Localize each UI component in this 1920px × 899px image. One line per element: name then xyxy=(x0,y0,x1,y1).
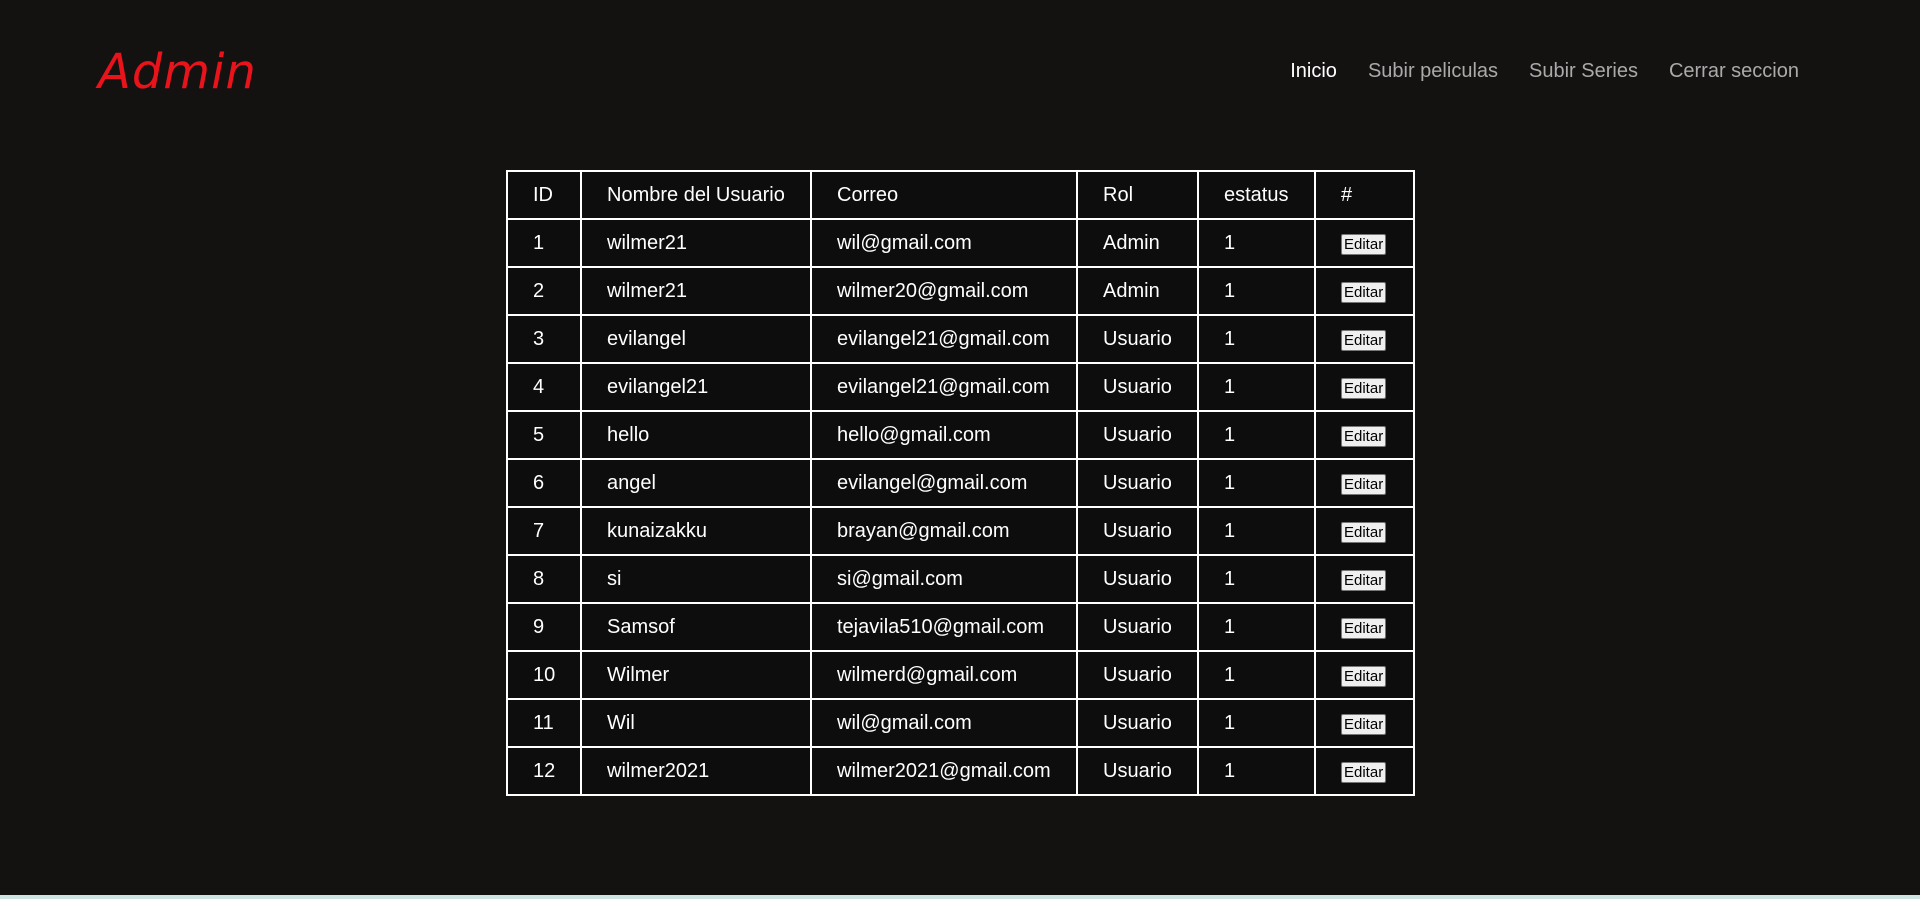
cell-email: brayan@gmail.com xyxy=(811,507,1077,555)
table-row xyxy=(507,651,1414,699)
cell-status: 1 xyxy=(1198,651,1315,699)
cell-username: wilmer2021 xyxy=(581,747,811,795)
table-row xyxy=(507,267,1414,315)
cell-username: wilmer21 xyxy=(581,267,811,315)
table-row xyxy=(507,555,1414,603)
nav-link-inicio[interactable]: Inicio xyxy=(1290,60,1337,82)
cell-actions xyxy=(1315,267,1414,315)
cell-role: Usuario xyxy=(1077,315,1198,363)
cell-actions xyxy=(1315,411,1414,459)
cell-status: 1 xyxy=(1198,219,1315,267)
cell-email: wilmer20@gmail.com xyxy=(811,267,1077,315)
edit-button[interactable]: Editar xyxy=(1341,474,1386,495)
table-row xyxy=(507,315,1414,363)
cell-email: hello@gmail.com xyxy=(811,411,1077,459)
cell-id: 12 xyxy=(507,747,581,795)
cell-status: 1 xyxy=(1198,363,1315,411)
brand-logo: Admin xyxy=(98,44,257,100)
cell-username: kunaizakku xyxy=(581,507,811,555)
cell-role: Usuario xyxy=(1077,603,1198,651)
table-row xyxy=(507,603,1414,651)
edit-button[interactable]: Editar xyxy=(1341,714,1386,735)
cell-email: wil@gmail.com xyxy=(811,219,1077,267)
table-header-row xyxy=(507,171,1414,219)
cell-role: Usuario xyxy=(1077,651,1198,699)
column-header-status: estatus xyxy=(1198,171,1315,219)
cell-id: 10 xyxy=(507,651,581,699)
table-row xyxy=(507,459,1414,507)
edit-button[interactable]: Editar xyxy=(1341,426,1386,447)
cell-status: 1 xyxy=(1198,603,1315,651)
cell-actions xyxy=(1315,363,1414,411)
edit-button[interactable]: Editar xyxy=(1341,522,1386,543)
cell-status: 1 xyxy=(1198,459,1315,507)
edit-button[interactable]: Editar xyxy=(1341,378,1386,399)
cell-actions xyxy=(1315,555,1414,603)
cell-role: Admin xyxy=(1077,267,1198,315)
nav-link-cerrar-seccion[interactable]: Cerrar seccion xyxy=(1668,60,1799,82)
cell-id: 9 xyxy=(507,603,581,651)
cell-id: 8 xyxy=(507,555,581,603)
table-row xyxy=(507,747,1414,795)
cell-id: 7 xyxy=(507,507,581,555)
edit-button[interactable]: Editar xyxy=(1341,234,1386,255)
cell-email: wilmer2021@gmail.com xyxy=(811,747,1077,795)
cell-username: hello xyxy=(581,411,811,459)
cell-id: 1 xyxy=(507,219,581,267)
cell-email: si@gmail.com xyxy=(811,555,1077,603)
column-header-name: Nombre del Usuario xyxy=(581,171,811,219)
cell-username: evilangel21 xyxy=(581,363,811,411)
cell-role: Usuario xyxy=(1077,363,1198,411)
cell-email: wil@gmail.com xyxy=(811,699,1077,747)
cell-id: 11 xyxy=(507,699,581,747)
edit-button[interactable]: Editar xyxy=(1341,570,1386,591)
cell-role: Admin xyxy=(1077,219,1198,267)
cell-id: 5 xyxy=(507,411,581,459)
cell-actions xyxy=(1315,507,1414,555)
cell-email: tejavila510@gmail.com xyxy=(811,603,1077,651)
edit-button[interactable]: Editar xyxy=(1341,666,1386,687)
column-header-email: Correo xyxy=(811,171,1077,219)
cell-username: Wilmer xyxy=(581,651,811,699)
cell-status: 1 xyxy=(1198,555,1315,603)
cell-status: 1 xyxy=(1198,699,1315,747)
cell-actions xyxy=(1315,459,1414,507)
cell-id: 6 xyxy=(507,459,581,507)
cell-username: evilangel xyxy=(581,315,811,363)
table-row xyxy=(507,507,1414,555)
cell-role: Usuario xyxy=(1077,411,1198,459)
cell-username: angel xyxy=(581,459,811,507)
cell-id: 4 xyxy=(507,363,581,411)
cell-username: si xyxy=(581,555,811,603)
cell-username: Samsof xyxy=(581,603,811,651)
table-row xyxy=(507,411,1414,459)
cell-role: Usuario xyxy=(1077,555,1198,603)
cell-email: wilmerd@gmail.com xyxy=(811,651,1077,699)
table-row xyxy=(507,699,1414,747)
cell-actions xyxy=(1315,315,1414,363)
cell-email: evilangel@gmail.com xyxy=(811,459,1077,507)
nav-link-subir-series[interactable]: Subir Series xyxy=(1529,60,1638,82)
cell-role: Usuario xyxy=(1077,747,1198,795)
edit-button[interactable]: Editar xyxy=(1341,330,1386,351)
cell-actions xyxy=(1315,699,1414,747)
cell-role: Usuario xyxy=(1077,507,1198,555)
cell-status: 1 xyxy=(1198,411,1315,459)
cell-actions xyxy=(1315,747,1414,795)
column-header-role: Rol xyxy=(1077,171,1198,219)
cell-status: 1 xyxy=(1198,507,1315,555)
cell-status: 1 xyxy=(1198,267,1315,315)
cell-username: wilmer21 xyxy=(581,219,811,267)
cell-id: 3 xyxy=(507,315,581,363)
cell-username: Wil xyxy=(581,699,811,747)
column-header-id: ID xyxy=(507,171,581,219)
cell-actions xyxy=(1315,219,1414,267)
table-row xyxy=(507,219,1414,267)
cell-actions xyxy=(1315,603,1414,651)
nav-link-subir-peliculas[interactable]: Subir peliculas xyxy=(1367,60,1499,82)
cell-email: evilangel21@gmail.com xyxy=(811,315,1077,363)
cell-email: evilangel21@gmail.com xyxy=(811,363,1077,411)
cell-actions xyxy=(1315,651,1414,699)
top-nav xyxy=(1290,60,1799,83)
column-header-actions: # xyxy=(1315,171,1414,219)
bottom-strip xyxy=(0,895,1920,899)
cell-id: 2 xyxy=(507,267,581,315)
cell-status: 1 xyxy=(1198,315,1315,363)
users-table xyxy=(506,170,1415,796)
edit-button[interactable]: Editar xyxy=(1341,618,1386,639)
edit-button[interactable]: Editar xyxy=(1341,762,1386,783)
table-row xyxy=(507,363,1414,411)
cell-role: Usuario xyxy=(1077,459,1198,507)
cell-status: 1 xyxy=(1198,747,1315,795)
cell-role: Usuario xyxy=(1077,699,1198,747)
edit-button[interactable]: Editar xyxy=(1341,282,1386,303)
